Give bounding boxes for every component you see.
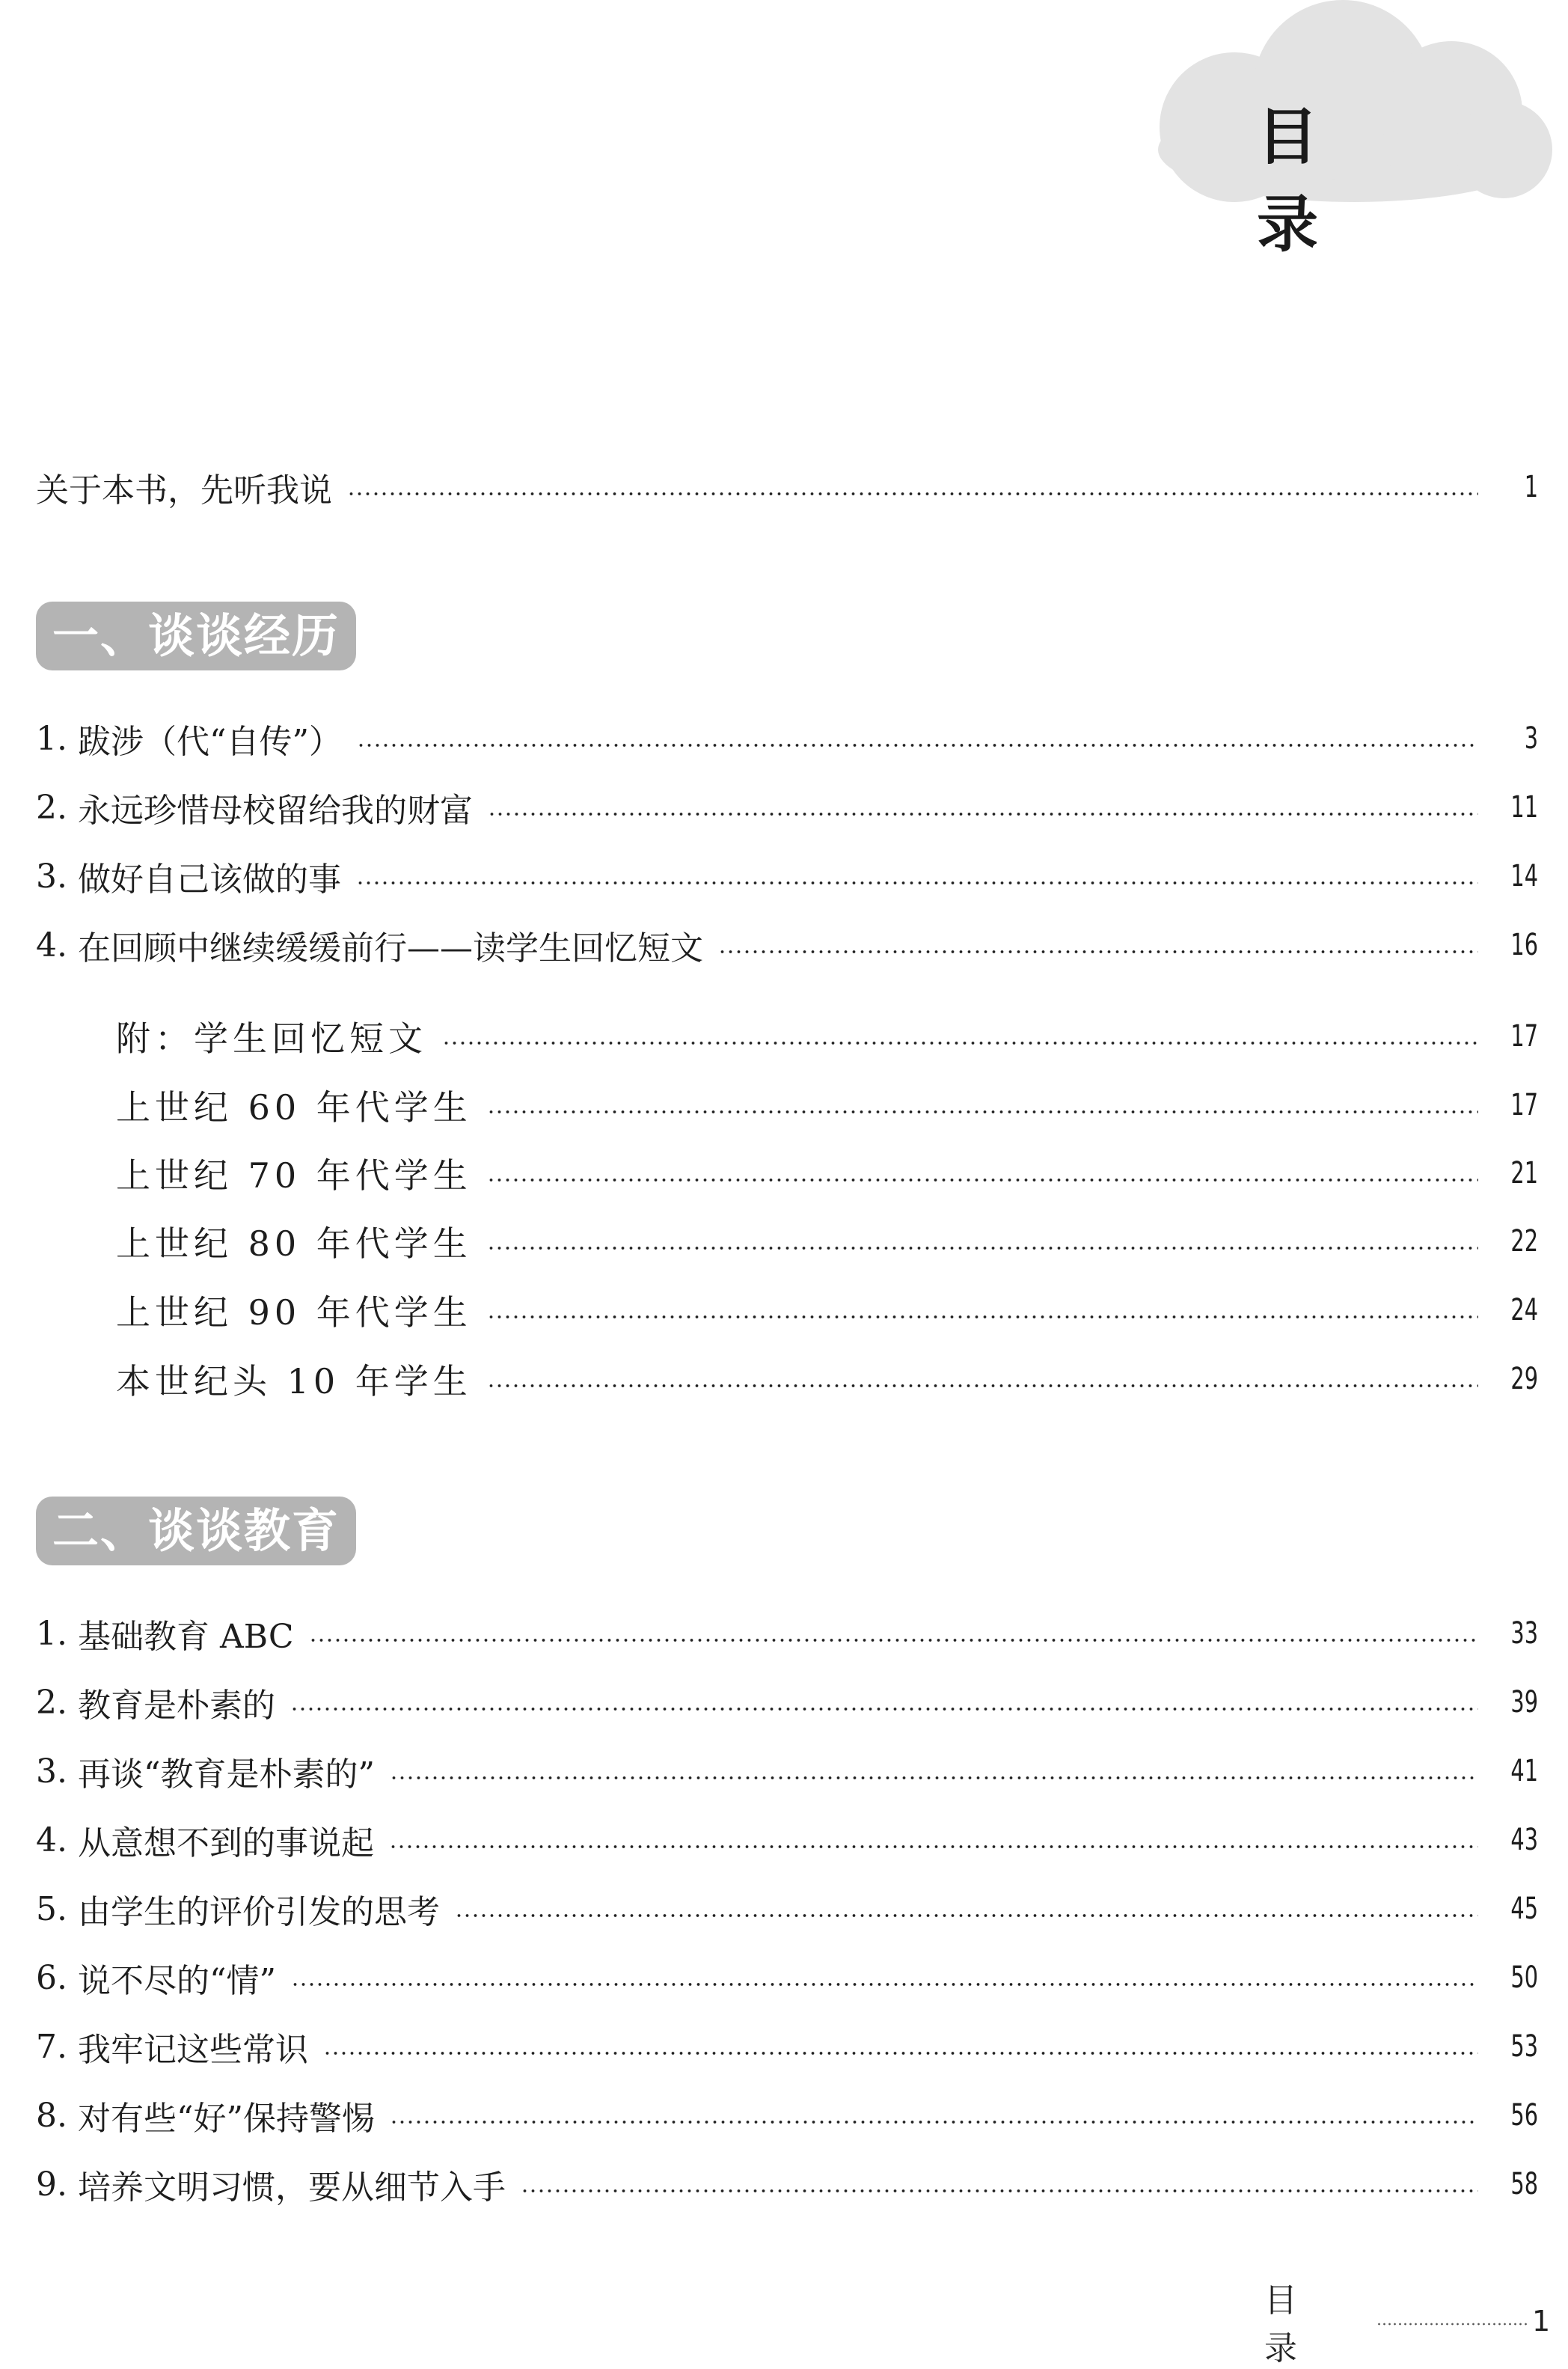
toc-entry-title: 做好自己该做的事: [77, 861, 341, 899]
dot-leader: [487, 1178, 1478, 1182]
toc-entry-number: 4.: [36, 1821, 67, 1859]
toc-entry[interactable]: [36, 1745, 1538, 1797]
toc-entry[interactable]: [36, 2020, 1538, 2073]
toc-entry-title: 本世纪头 10 年学生: [116, 1361, 472, 1401]
toc-page-number: 17: [1510, 1019, 1538, 1054]
dot-leader: [389, 1844, 1478, 1849]
toc-subentry[interactable]: [116, 1147, 1538, 1199]
toc-entry-title: 上世纪 80 年代学生: [116, 1223, 472, 1264]
toc-entry-title: 在回顾中继续缓缓前行——读学生回忆短文: [77, 929, 703, 968]
toc-entry-title: 培养文明习惯，要从细节入手: [77, 2168, 506, 2207]
dot-leader: [442, 1041, 1478, 1045]
section-badge: 一、谈谈经历: [36, 602, 356, 670]
toc-entry-number: 2.: [36, 788, 67, 827]
dot-leader: [323, 2051, 1478, 2055]
toc-entry[interactable]: [36, 1951, 1538, 2004]
footer-dot-leader: [1376, 2323, 1530, 2326]
toc-page-number: 45: [1510, 1892, 1538, 1926]
dot-leader: [521, 2189, 1478, 2193]
toc-entry-number: 2.: [36, 1683, 67, 1722]
toc-page-number: 14: [1510, 859, 1538, 893]
toc-page-number: 3: [1524, 721, 1538, 756]
dot-leader: [488, 812, 1478, 816]
toc-page-number: 17: [1510, 1088, 1538, 1122]
toc-entry[interactable]: [36, 1883, 1538, 1935]
toc-subentry[interactable]: [116, 1284, 1538, 1336]
toc-entry[interactable]: [36, 1676, 1538, 1728]
toc-entry[interactable]: [36, 850, 1538, 902]
toc-entry-title: 永远珍惜母校留给我的财富: [77, 792, 473, 830]
toc-entry-number: 6.: [36, 1958, 67, 1997]
dot-leader: [487, 1384, 1478, 1388]
toc-entry[interactable]: [36, 712, 1538, 765]
toc-entry-number: 3.: [36, 1752, 67, 1791]
toc-page-number: 43: [1510, 1823, 1538, 1857]
toc-entry-number: 8.: [36, 2096, 67, 2135]
toc-page-number: 33: [1510, 1616, 1538, 1651]
toc-page-number: 16: [1510, 928, 1538, 962]
toc-entry-title: 上世纪 70 年代学生: [116, 1155, 472, 1196]
toc-entry[interactable]: [36, 1607, 1538, 1660]
toc-page-number: 21: [1510, 1156, 1538, 1190]
toc-entry-number: 1.: [36, 719, 67, 758]
dot-leader: [309, 1638, 1478, 1642]
dot-leader: [390, 1776, 1478, 1780]
toc-entry-title: 由学生的评价引发的思考: [77, 1893, 440, 1931]
toc-page-number: 29: [1510, 1362, 1538, 1396]
toc-page-number: 22: [1510, 1224, 1538, 1259]
toc-entry-title: 基础教育 ABC: [77, 1618, 294, 1656]
toc-subentry[interactable]: [116, 1010, 1538, 1063]
toc-entry[interactable]: [36, 781, 1538, 834]
toc-entry[interactable]: [36, 2158, 1538, 2210]
toc-entry-title: 上世纪 60 年代学生: [116, 1087, 472, 1128]
dot-leader: [390, 2120, 1478, 2124]
dot-leader: [718, 950, 1478, 954]
footer-label: 目 录: [1264, 2281, 1324, 2368]
dot-leader: [487, 1246, 1478, 1250]
toc-page-number: 50: [1510, 1960, 1538, 1995]
dot-leader: [356, 881, 1478, 885]
toc-entry-number: 4.: [36, 926, 67, 965]
dot-leader: [347, 492, 1478, 496]
toc-entry-number: 5.: [36, 1889, 67, 1928]
toc-entry-title: 教育是朴素的: [77, 1687, 275, 1725]
dot-leader: [455, 1913, 1478, 1918]
toc-subentry[interactable]: [116, 1079, 1538, 1131]
dot-leader: [487, 1110, 1478, 1114]
page-title: 目 录: [1257, 101, 1379, 260]
toc-entry-number: 9.: [36, 2165, 67, 2204]
toc-entry-preface[interactable]: [36, 461, 1538, 513]
dot-leader: [290, 1707, 1478, 1711]
toc-entry-title: 关于本书，先听我说: [36, 471, 332, 510]
toc-page-number: 41: [1510, 1754, 1538, 1788]
toc-entry-title: 对有些“好”保持警惕: [77, 2100, 375, 2138]
toc-page-number: 11: [1510, 790, 1538, 825]
footer-page-number: 1: [1532, 2305, 1551, 2338]
toc-page-number: 1: [1524, 470, 1538, 504]
dot-leader: [357, 743, 1478, 748]
toc-page-number: 24: [1510, 1293, 1538, 1327]
toc-page-number: 39: [1510, 1685, 1538, 1720]
toc-subentry[interactable]: [116, 1215, 1538, 1268]
toc-entry[interactable]: [36, 919, 1538, 971]
toc-entry-title: 附：学生回忆短文: [116, 1018, 427, 1059]
dot-leader: [487, 1315, 1478, 1319]
toc-entry-title: 再谈“教育是朴素的”: [77, 1755, 375, 1794]
toc-entry-number: 3.: [36, 857, 67, 896]
toc-entry-title: 上世纪 90 年代学生: [116, 1292, 472, 1333]
section-badge: 二、谈谈教育: [36, 1497, 356, 1565]
toc-entry-title: 说不尽的“情”: [77, 1962, 276, 2000]
dot-leader: [291, 1982, 1478, 1987]
toc-entry-title: 我牢记这些常识: [77, 2031, 308, 2069]
toc-page-number: 56: [1510, 2098, 1538, 2133]
toc-entry-title: 从意想不到的事说起: [77, 1824, 374, 1862]
toc-entry-number: 7.: [36, 2027, 67, 2066]
toc-entry-title: 跋涉（代“自传”）: [77, 723, 342, 761]
toc-page-number: 58: [1510, 2167, 1538, 2201]
toc-entry-number: 1.: [36, 1614, 67, 1653]
toc-page-number: 53: [1510, 2029, 1538, 2064]
toc-subentry[interactable]: [116, 1353, 1538, 1405]
toc-entry[interactable]: [36, 2089, 1538, 2142]
toc-entry[interactable]: [36, 1814, 1538, 1866]
